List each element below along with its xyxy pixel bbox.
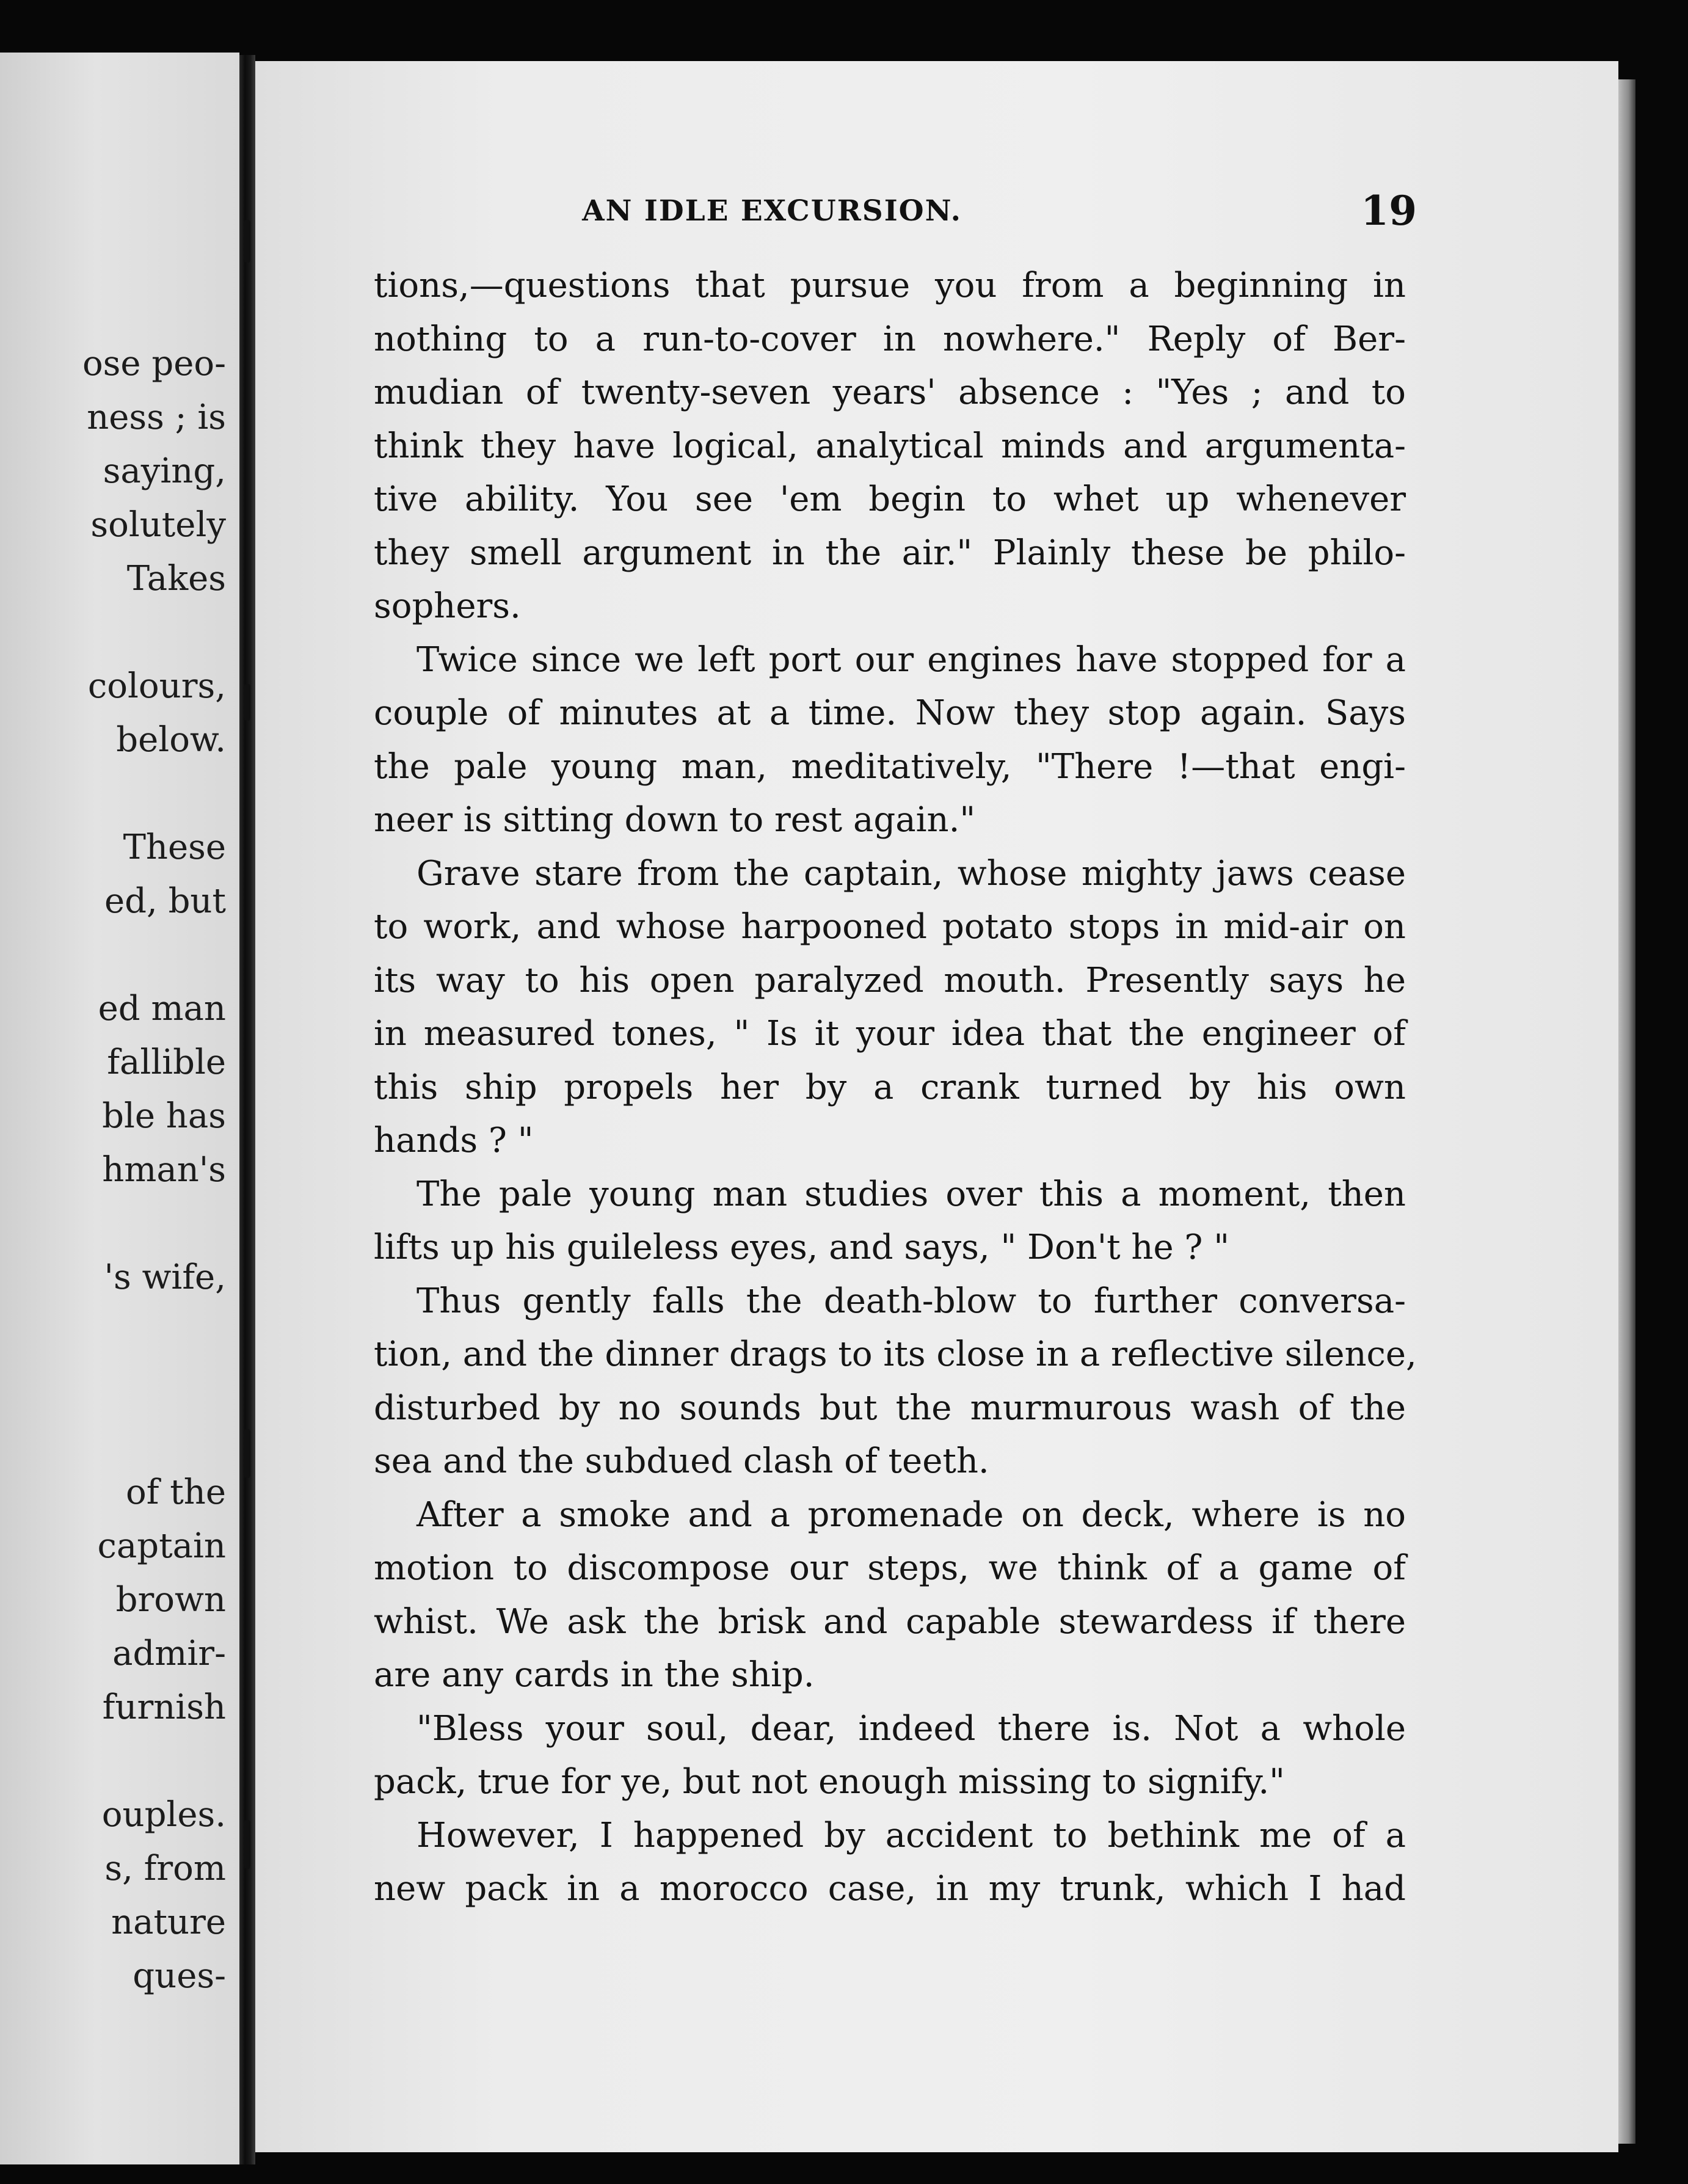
left-fragment-line (6, 606, 226, 660)
left-fragment-line (6, 1358, 226, 1412)
running-head: AN IDLE EXCURSION. (582, 194, 962, 228)
page-edge-shadow (1618, 79, 1635, 2144)
left-fragment-line: colours, (87, 666, 226, 706)
left-facing-page (0, 53, 239, 2164)
text-line: couple of minutes at a time. Now they stop again. Says (374, 693, 1406, 733)
left-fragment-line: ques- (133, 1956, 226, 1996)
text-line: are any cards in the ship. (374, 1655, 815, 1695)
text-line: this ship propels her by a crank turned by his own (374, 1067, 1406, 1107)
text-line: whist. We ask the brisk and capable stewardess if there (374, 1601, 1406, 1642)
left-fragment-line (6, 928, 226, 982)
left-fragment-line: 's wife, (104, 1258, 226, 1297)
text-line: "Bless your soul, dear, indeed there is. Not a whole (417, 1708, 1406, 1749)
binding-thread-mark (244, 684, 250, 721)
left-fragment-line (6, 1197, 226, 1251)
text-line: mudian of twenty-seven years' absence : "Yes ; and to (374, 373, 1406, 412)
text-line: sophers. (374, 586, 521, 626)
left-fragment-line: nature (111, 1902, 226, 1942)
left-fragment-line (6, 1305, 226, 1358)
left-fragment-line: solutely (90, 505, 226, 545)
text-line: Grave stare from the captain, whose mighty jaws cease (417, 853, 1406, 894)
left-fragment-line: ed man (98, 989, 226, 1028)
text-line: disturbed by no sounds but the murmurous wash of the (374, 1388, 1406, 1428)
left-fragment-line: saying, (103, 451, 226, 491)
text-line: tions,—questions that pursue you from a beginning in (374, 266, 1406, 305)
text-line: hands ? " (374, 1121, 534, 1160)
text-line: neer is sitting down to rest again." (374, 800, 976, 840)
left-fragment-line: brown (115, 1580, 226, 1620)
binding-thread-mark (244, 1820, 250, 1869)
page-number: 19 (1361, 187, 1417, 235)
text-line: After a smoke and a promenade on deck, where is no (417, 1494, 1406, 1535)
book-gutter (239, 55, 255, 2164)
text-line: in measured tones, " Is it your idea that the engineer of (374, 1014, 1406, 1054)
left-page-text-fragments (6, 337, 226, 2003)
text-line: pack, true for ye, but not enough missing to signify." (374, 1762, 1285, 1802)
left-fragment-line: below. (116, 720, 226, 760)
left-fragment-line (6, 1734, 226, 1788)
text-line: the pale young man, meditatively, "There !—that engi- (374, 746, 1406, 787)
left-fragment-line: ouples. (101, 1795, 226, 1835)
left-fragment-line: s, from (104, 1849, 226, 1888)
left-fragment-line (6, 767, 226, 821)
binding-thread-mark (244, 1429, 250, 1478)
text-line: to work, and whose harpooned potato stops in mid-air on (374, 907, 1406, 947)
text-line: think they have logical, analytical minds and argumenta- (374, 426, 1406, 466)
text-line: Thus gently falls the death-blow to further conversa- (417, 1281, 1406, 1321)
text-line: nothing to a run-to-cover in nowhere." Reply of Ber- (374, 319, 1406, 359)
text-line: sea and the subdued clash of teeth. (374, 1441, 989, 1481)
text-line: lifts up his guileless eyes, and says, " Don't he ? " (374, 1228, 1230, 1267)
left-fragment-line: furnish (102, 1687, 226, 1727)
left-fragment-line: ness ; is (87, 398, 226, 437)
left-fragment-line: admir- (112, 1634, 226, 1673)
text-line: However, I happened by accident to bethink me of a (417, 1815, 1406, 1855)
text-line: The pale young man studies over this a moment, then (417, 1174, 1406, 1214)
left-fragment-line: hman's (102, 1150, 226, 1190)
left-fragment-line: These (123, 828, 226, 867)
left-fragment-line: fallible (107, 1043, 226, 1082)
text-line: Twice since we left port our engines have stopped for a (417, 639, 1406, 680)
text-line: they smell argument in the air." Plainly these be philo- (374, 533, 1406, 573)
left-fragment-line: ble has (102, 1096, 226, 1136)
text-line: tive ability. You see 'em begin to whet up whenever (374, 479, 1406, 519)
left-fragment-line: ed, but (104, 881, 226, 921)
left-fragment-line: ose peo- (82, 344, 226, 384)
left-fragment-line (6, 1412, 226, 1466)
binding-thread-mark (244, 220, 250, 263)
text-line: tion, and the dinner drags to its close in a reflective silence, (374, 1334, 1417, 1374)
left-fragment-line: Takes (126, 559, 226, 599)
page-body-text (374, 259, 1417, 1916)
text-line: new pack in a morocco case, in my trunk, which I had (374, 1869, 1406, 1909)
left-fragment-line: of the (126, 1472, 226, 1512)
left-fragment-line: captain (97, 1526, 226, 1566)
text-line: its way to his open paralyzed mouth. Presently says he (374, 960, 1406, 1000)
text-line: motion to discompose our steps, we think of a game of (374, 1548, 1406, 1588)
